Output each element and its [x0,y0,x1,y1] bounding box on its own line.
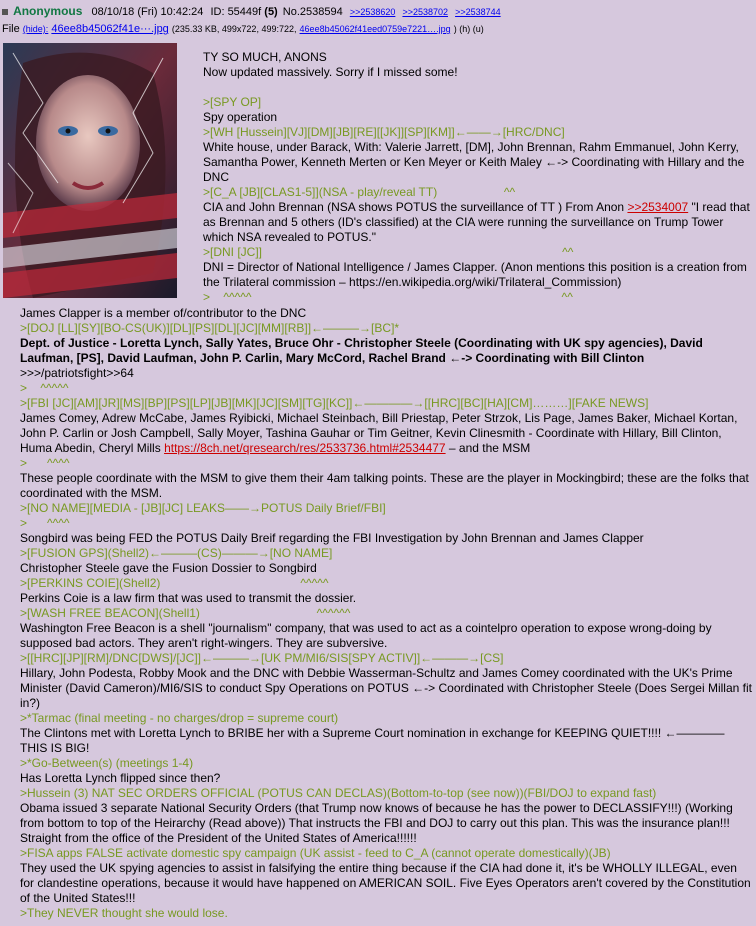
greentext-line: >[C_A [JB][CLAS1-5]](NSA - play/reveal TT) ^^ [203,185,516,199]
post-number-label: No. [282,6,300,18]
greentext-line: > ^^^^^ ^^ [203,290,573,304]
post-line [203,200,753,245]
post-line: The Clintons met with Loretta Lynch to BRIBE her with a Supreme Court nomination in exchange for KEEPING QUIET!!!! ←———— THIS IS BIG! [20,726,725,755]
greentext-line: > ^^^^^ [20,381,69,395]
blank-line [203,80,753,95]
greentext-line: >[DOJ [LL][SY][BO-CS(UK)][DL][PS][DL][JC][MM][RB]]←———→[BC]* [20,321,400,335]
post-body-top [203,50,753,305]
greentext-line: >[PERKINS COIE](Shell2) ^^^^^ [20,576,329,590]
file-meta: (235.33 KB, 499x722, 499:722, [171,24,297,34]
post-line: Washington Free Beacon is a shell "journalism" company, that was used to act as a cointelpro operation to expose wrong-doing by supposed bad actors. They aren't right-wingers. They are subversive. [20,621,712,650]
post-image-thumbnail[interactable] [3,43,177,298]
post-line: Perkins Coie is a law firm that was used to transmit the dossier. [20,591,357,605]
post-number[interactable]: 2538594 [299,6,343,18]
file-info [2,22,484,37]
post-line: Hillary, John Podesta, Robby Mook and the DNC with Debbie Wasserman-Schultz and James Comey coordinated with the UK's Prime Minister (David Cameron)/MI6/SIS to conduct Spy Operations on POTUS ←-> Coordinated with Christopher Steele (Does Sergei Millan fit in?) [20,666,752,710]
greentext-line: >[NO NAME][MEDIA - [JB][JC] LEAKS——→POTUS Daily Brief/FBI] [20,501,386,515]
greentext-line: >[WASH FREE BEACON](Shell1) ^^^^^^ [20,606,351,620]
post-text: – and the MSM [445,441,531,455]
backlink[interactable]: >>2538744 [455,7,501,17]
file-name-link[interactable]: 46ee8b45062f41e···.jpg [51,23,169,35]
post-line: Now updated massively. Sorry if I missed some! [203,65,458,79]
post-count: (5) [264,6,278,18]
greentext-line: >Hussein (3) NAT SEC ORDERS OFFICIAL (POTUS CAN DECLAS)(Bottom-to-top (see now))(FBI/DOJ to expand fast) [20,786,657,800]
post-select-icon[interactable] [2,9,8,15]
file-label: File [2,23,20,35]
file-actions[interactable]: ) (h) (u) [453,24,484,34]
post-datetime: 08/10/18 (Fri) 10:42:24 [91,6,204,18]
greentext-line: >[SPY OP] [203,95,262,109]
post-id-label: ID: [210,6,225,18]
post-line: Christopher Steele gave the Fusion Dossier to Songbird [20,561,317,575]
post-line: TY SO MUCH, ANONS [203,50,327,64]
post-line: These people coordinate with the MSM to give them their 4am talking points. These are the player in Mockingbird; these are the folks that coordinated with the MSM. [20,471,749,500]
greentext-line: > ^^^^ [20,456,70,470]
post-line: White house, under Barack, With: Valerie Jarrett, [DM], John Brennan, Rahm Emmanuel, John Kerry, Samantha Power, Kenneth Merten or Ken Meyer or Keith Maley ←-> Coordinating with Hillary and the DNC [203,140,745,184]
post-quote-link[interactable]: >>2534007 [627,200,689,214]
greentext-line: >FISA apps FALSE activate domestic spy campaign (UK assist - feed to C_A (cannot operate domestically)(JB) [20,846,611,860]
greentext-line: >*Tarmac (final meeting - no charges/drop = supreme court) [20,711,339,725]
file-hide-link[interactable]: (hide): [22,24,49,34]
post-line: Songbird was being FED the POTUS Daily Breif regarding the FBI Investigation by John Brennan and James Clapper [20,531,644,545]
greentext-line: >[FUSION GPS](Shell2)←———(CS)———→[NO NAME] [20,546,333,560]
post-line: They used the UK spying agencies to assist in falsifying the entire thing because if the CIA had done it, it's be WHOLLY ILLEGAL, even for clandestine operations, because it would have happened on AMERICAN SOIL. Five Eyes Operators aren't covered by the Constitution of the United States!!! [20,861,751,905]
post-body-bottom [20,306,752,921]
post-line [20,336,752,381]
greentext-line: >[[HRC][JP][RM]/DNC[DWS]/[JC]]←———→[UK PM/MI6/SIS[SPY ACTIV]]←———→[CS] [20,651,504,665]
post-header [2,4,501,20]
backlink[interactable]: >>2538620 [349,7,396,17]
post-line [20,411,752,456]
greentext-line: >*Go-Between(s) (meetings 1-4) [20,756,194,770]
post-text: CIA and John Brennan (NSA shows POTUS the surveillance of TT ) From Anon [203,200,628,214]
file-fullname-link[interactable]: 46ee8b45062f41eed0759e7221….jpg [299,24,451,34]
post-id[interactable]: 55449f [227,6,262,18]
greentext-line: >They NEVER thought she would lose. [20,906,228,920]
post-line: Has Loretta Lynch flipped since then? [20,771,221,785]
greentext-line: >[FBI [JC][AM][JR][MS][BP][PS][LP][JB][MK][JC][SM][TG][KC]]←————→[[HRC][BC][HA][CM]………][FAKE NEWS] [20,396,649,410]
poster-name: Anonymous [13,4,83,18]
backlink[interactable]: >>2538702 [402,7,448,17]
post-external-link[interactable]: https://8ch.net/qresearch/res/2533736.html#2534477 [164,441,446,455]
post-text: James Comey, Adrew McCabe, James Ryibicki, Michael Steinbach, Bill Priestap, Peter Strzok, Lis Page, James Baker, Michael Kortan, John P. Carlin or Josh Campbell, Sally Moyer, Tashina Gauhar or Tim Geitner, Kevin Clinesmith - Coordinate with Hillary, Bill Clinton, Huma Abedin, Cheryl Mills [20,411,738,455]
greentext-line: >[WH [Hussein][VJ][DM][JB][RE][[JK]][SP][KM]]←——→[HRC/DNC] [203,125,565,139]
post-line: Obama issued 3 separate National Security Orders (that Trump now knows of because he has the power to DECLASSIFY!!!) (Working from bottom to top of the Heirarchy (Read above)) That instructs the FBI and DOJ to carry out this plan. This was the insurance plan!!! Straight from the office of the President of the United States of America!!!!!! [20,801,733,845]
post-line: James Clapper is a member of/contributor to the DNC [20,306,307,320]
greentext-line: >[DNI [JC]] ^^ [203,245,574,259]
post-line: Spy operation [203,110,278,124]
greentext-line: > ^^^^ [20,516,70,530]
post-text: "I read that as Brennan and 5 others (ID's classified) at the CIA were running the surveillance on Trump Tower which NSA revealed to POTUS." [203,200,750,244]
post-text: >>>/patriotsfight>>64 [20,366,134,380]
post-line: DNI = Director of National Intelligence / James Clapper. (Anon mentions this position is a creation from the Trilateral commission – https://en.wikipedia.org/wiki/Trilateral_Commission) [203,260,747,289]
post-text-bold: Dept. of Justice - Loretta Lynch, Sally Yates, Bruce Ohr - Christopher Steele (Coordinating with UK spy agencies), David Laufman, [PS], David Laufman, John P. Carlin, Mary McCord, Rachel Brand ←-> Coordinating with Bill Clinton [20,336,703,365]
